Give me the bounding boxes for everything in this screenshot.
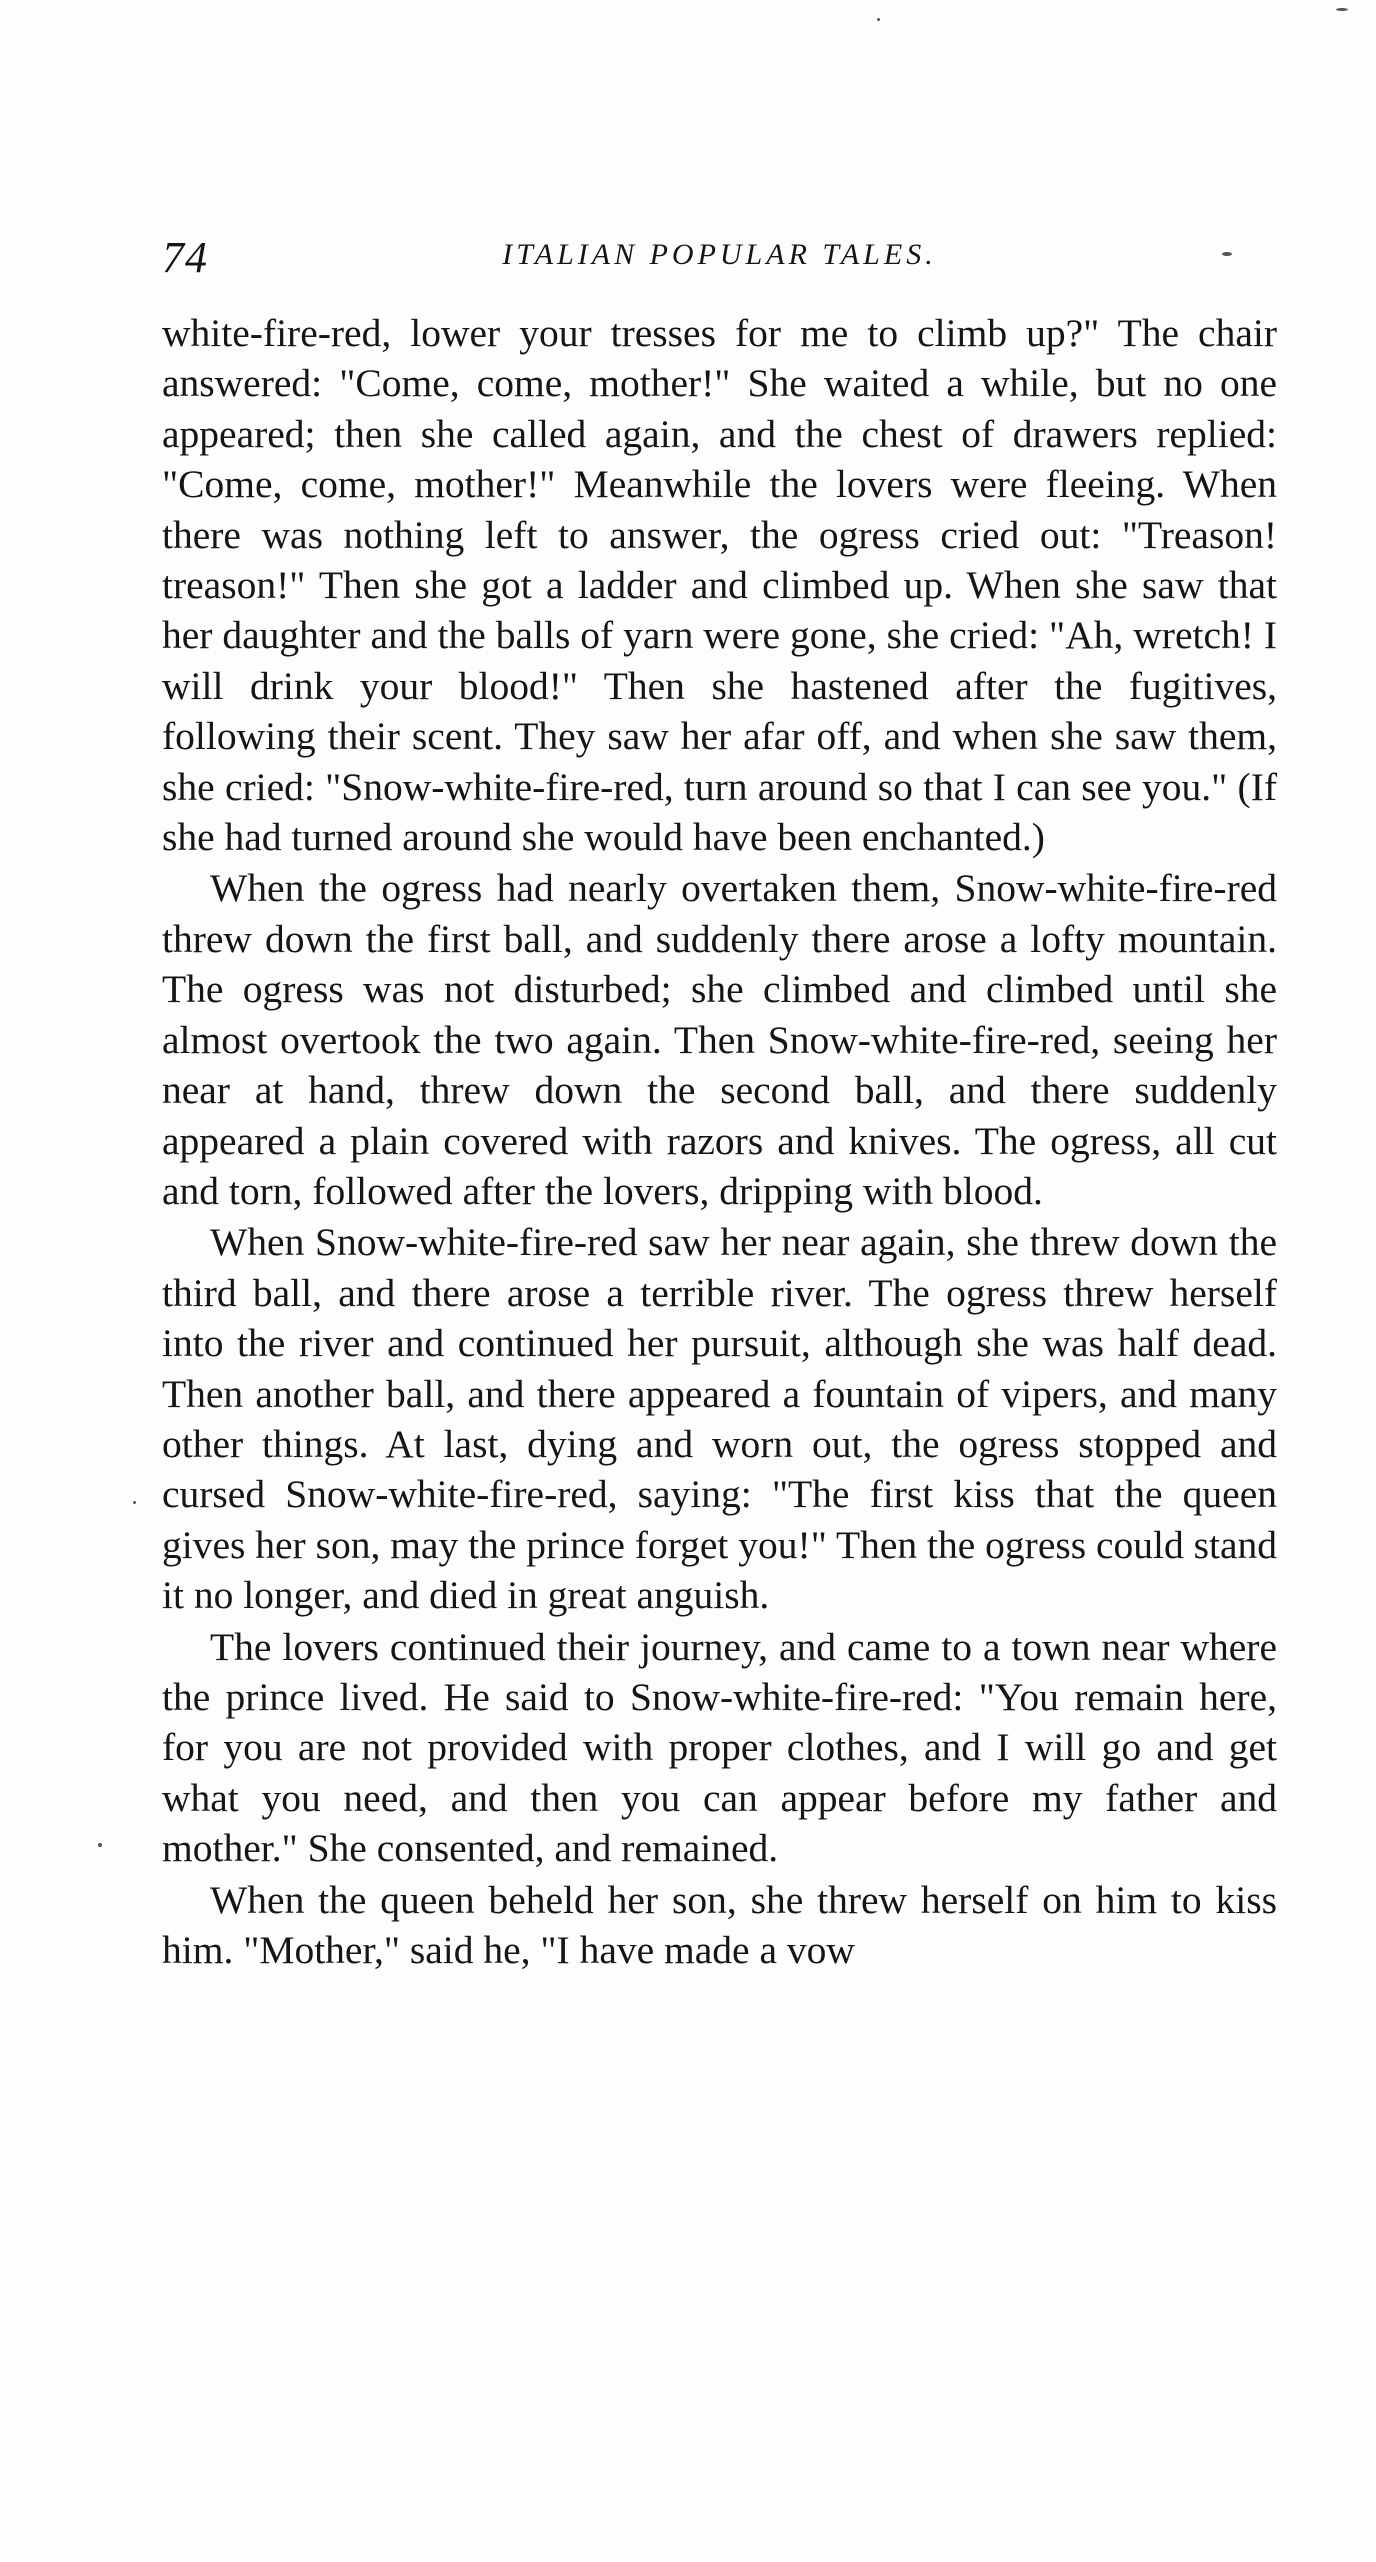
paragraph-town: The lovers continued their journey, and came to a town near where the prince lived. He said to Snow-white-fire-red: "You remain here, for you are not provided with proper clothes, and I will go and get what you need, and then you can appear before my father and mother." She consented, and remained. [162, 1624, 1277, 1871]
ink-speck [1222, 252, 1232, 256]
paragraph-continued: white-fire-red, lower your tresses for me to climb up?" The chair answered: "Come, come, mother!" She waited a while, but no one appeared; then she called again, and the chest of drawers replied: "Come, come, mother!" Meanwhile the lovers were fleeing. When there was nothing left to answer, the ogress cried out: "Treason! treason!" Then she got a ladder and climbed up. When she saw that her daughter and the balls of yarn were gone, she cried: "Ah, wretch! I will drink your blood!" Then she hastened after the fugitives, following their scent. They saw her afar off, and when she saw them, she cried: "Snow-white-fire-red, turn around so that I can see you." (If she had turned around she would have been enchanted.) [162, 311, 1277, 860]
body-text [162, 308, 1277, 1975]
ink-speck [98, 1843, 102, 1847]
running-title: ITALIAN POPULAR TALES. [502, 238, 937, 271]
paragraph-river: When Snow-white-fire-red saw her near again, she threw down the third ball, and there arose a terrible river. The ogress threw herself into the river and continued her pursuit, although she was half dead. Then another ball, and there appeared a fountain of vipers, and many other things. At last, dying and worn out, the ogress stopped and cursed Snow-white-fire-red, saying: "The first kiss that the queen gives her son, may the prince forget you!" Then the ogress could stand it no longer, and died in great anguish. [162, 1220, 1277, 1618]
ink-speck [133, 1501, 136, 1504]
page-header [162, 232, 1277, 292]
paragraph-queen: When the queen beheld her son, she threw herself on him to kiss him. "Mother," said he, "I have made a vow [162, 1877, 1277, 1972]
ink-speck [877, 18, 880, 21]
page-number: 74 [162, 233, 208, 282]
ink-speck [1336, 8, 1348, 11]
paragraph-mountain: When the ogress had nearly overtaken them, Snow-white-fire-red threw down the first ball, and suddenly there arose a lofty mountain. The ogress was not disturbed; she climbed and climbed until she almost overtook the two again. Then Snow-white-fire-red, seeing her near at hand, threw down the second ball, and there suddenly appeared a plain covered with razors and knives. The ogress, all cut and torn, followed after the lovers, dripping with blood. [162, 866, 1277, 1213]
